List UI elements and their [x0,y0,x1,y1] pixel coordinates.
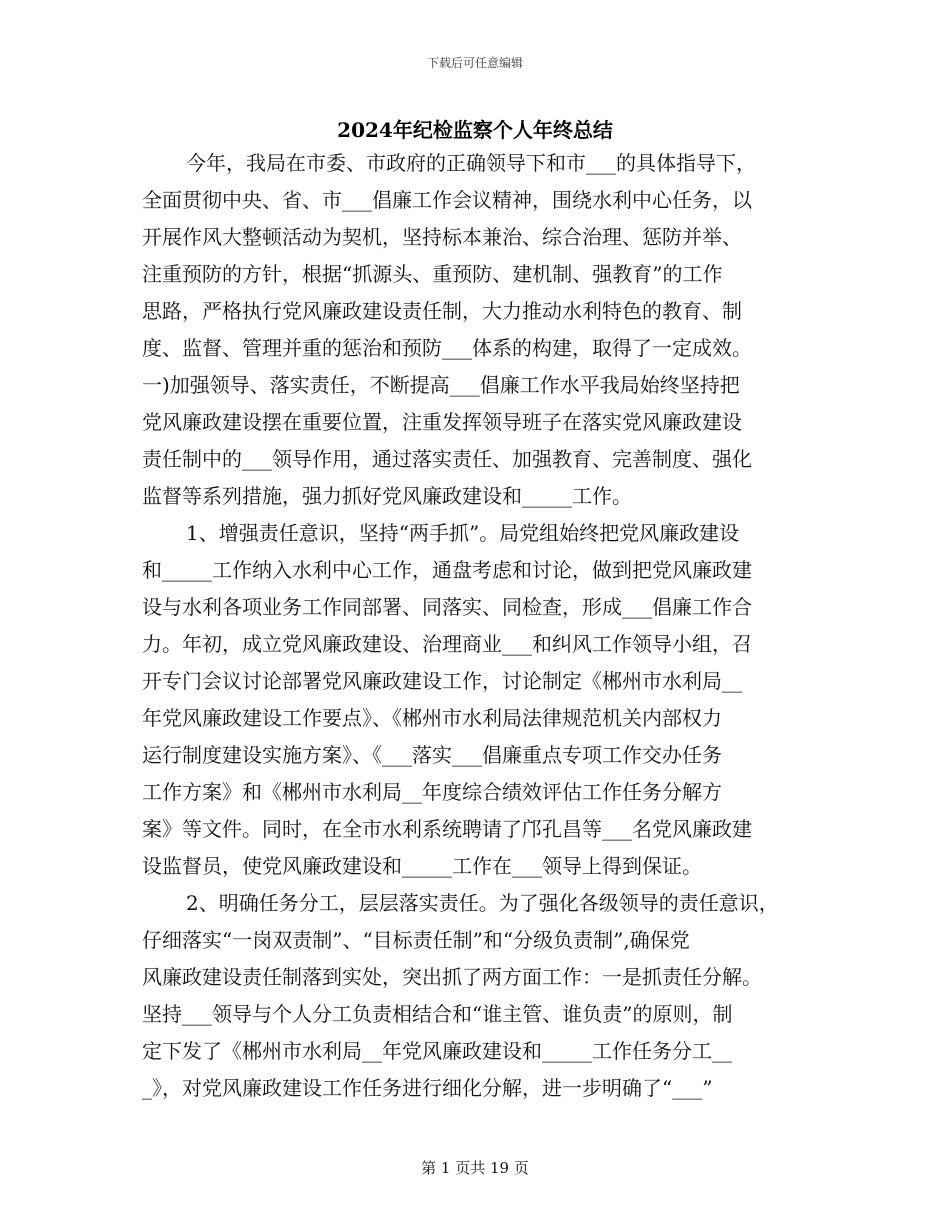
body-line: 责任制中的___领导作用，通过落实责任、加强教育、完善制度、强化 [142,447,752,471]
body-line: 度、监督、管理并重的惩治和预防___体系的构建，取得了一定成效。 [142,336,752,360]
header-note: 下载后可任意编辑 [426,56,523,70]
body-line: 力。年初，成立党风廉政建设、治理商业___和纠风工作领导小组，召 [142,632,752,656]
body-line: 全面贯彻中央、省、市___倡廉工作会议精神，围绕水利中心任务，以 [142,188,752,212]
body-line: 设与水利各项业务工作同部署、同落实、同检查，形成___倡廉工作合 [142,595,752,619]
body-line: 和_____工作纳入水利中心工作，通盘考虑和讨论，做到把党风廉政建 [142,558,752,582]
body-line: 今年，我局在市委、市政府的正确领导下和市___的具体指导下， [186,151,756,175]
body-line: 设监督员，使党风廉政建设和_____工作在___领导上得到保证。 [142,854,702,878]
page-number-footer: 第 1 页共 19 页 [421,1159,529,1177]
body-line: 仔细落实“一岗双责制”、“目标责任制”和“分级负责制”,确保党 [142,928,690,952]
body-line: 1、增强责任意识，坚持“两手抓”。局党组始终把党风廉政建设 [186,521,740,545]
body-line: 年党风廉政建设工作要点》、《郴州市水利局法律规范机关内部权力 [142,706,722,730]
document-title: 2024年纪检监察个人年终总结 [337,118,613,142]
body-line: 开专门会议讨论部署党风廉政建设工作，讨论制定《郴州市水利局__ [142,669,742,693]
body-line: 一)加强领导、落实责任，不断提高___倡廉工作水平我局始终坚持把 [142,373,740,397]
body-line: 运行制度建设实施方案》、《___落实___倡廉重点专项工作交办任务 [142,743,722,767]
body-line: 2、明确任务分工，层层落实责任。为了强化各级领导的责任意识， [186,891,779,915]
body-line: _》，对党风廉政建设工作任务进行细化分解，进一步明确了“___” [142,1076,713,1100]
body-line: 坚持___领导与个人分工负责相结合和“谁主管、谁负责”的原则，制 [142,1002,733,1026]
body-line: 案》等文件。同时，在全市水利系统聘请了邝孔昌等___名党风廉政建 [142,817,752,841]
body-line: 监督等系列措施，强力抓好党风廉政建设和_____工作。 [142,484,632,508]
body-line: 思路，严格执行党风廉政建设责任制，大力推动水利特色的教育、制 [142,299,742,323]
body-line: 定下发了《郴州市水利局__年党风廉政建设和_____工作任务分工__ [142,1039,732,1063]
body-line: 工作方案》和《郴州市水利局__年度综合绩效评估工作任务分解方 [142,780,722,804]
body-line: 开展作风大整顿活动为契机，坚持标本兼治、综合治理、惩防并举、 [142,225,742,249]
body-line: 党风廉政建设摆在重要位置，注重发挥领导班子在落实党风廉政建设 [142,410,742,434]
body-line: 注重预防的方针，根据“抓源头、重预防、建机制、强教育”的工作 [142,262,723,286]
body-line: 风廉政建设责任制落到实处，突出抓了两方面工作：一是抓责任分解。 [142,965,762,989]
